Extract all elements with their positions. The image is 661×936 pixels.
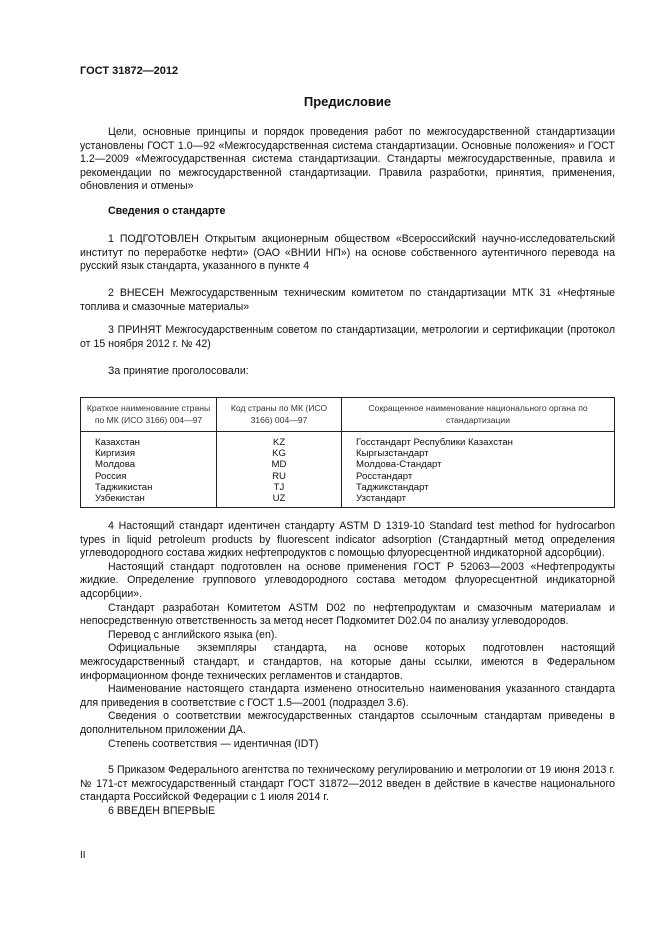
country-cell: Молдова bbox=[81, 459, 217, 470]
organ-cell: Узстандарт bbox=[342, 493, 615, 508]
code-cell: MD bbox=[217, 459, 342, 470]
paragraph: Сведения о соответствии межгосударственных стандартов ссылочным стандартам приведены в дополнительном приложении ДА. bbox=[80, 710, 615, 736]
country-cell: Таджикистан bbox=[81, 482, 217, 493]
organ-cell: Кыргызстандарт bbox=[342, 448, 615, 459]
organ-cell: Росстандарт bbox=[342, 471, 615, 482]
paragraph: 6 ВВЕДЕН ВПЕРВЫЕ bbox=[108, 805, 216, 817]
paragraph: Стандарт разработан Комитетом ASTM D02 по нефтепродуктам и смазочным материалам и непосредственную ответственность за метод несет Подкомитет D02.04 по анализу углеводородов. bbox=[80, 601, 615, 628]
paragraph: Перевод с английского языка (en). bbox=[108, 628, 278, 641]
table-row bbox=[81, 459, 615, 470]
paragraph: Официальные экземпляры стандарта, на основе которых подготовлен настоящий межгосударственный стандарт, и стандартов, на которые даны ссылки, имеются в Федеральном информационном фонде технических регламентов и стандартов. bbox=[80, 642, 615, 682]
document-header: ГОСТ 31872—2012 bbox=[80, 65, 179, 77]
code-cell: TJ bbox=[217, 482, 342, 493]
page-title: Предисловие bbox=[303, 94, 392, 109]
table-row bbox=[81, 493, 615, 508]
country-cell: Россия bbox=[81, 471, 217, 482]
paragraph: 5 Приказом Федерального агентства по техническому регулированию и метрологии от 19 июня 2013 г. № 171-ст межгосударственный стандарт ГОСТ 31872—2012 введен в действие в качестве национального стандарта Российской Федерации с 1 июля 2014 г. bbox=[80, 764, 615, 804]
column-header: Сокращенное наименование национального органа по стандартизации bbox=[342, 398, 615, 432]
page-number: II bbox=[80, 850, 86, 861]
paragraph: Настоящий стандарт подготовлен на основе применения ГОСТ Р 52063—2003 «Нефтепродукты жидкие. Определение группового углеводородного состава методом флуоресцентной индикаторной адсорбции». bbox=[80, 560, 615, 600]
paragraph: За принятие проголосовали: bbox=[108, 365, 249, 377]
voting-table-wrapper bbox=[80, 397, 615, 508]
table-row bbox=[81, 432, 615, 449]
paragraph: 2 ВНЕСЕН Межгосударственным техническим комитетом по стандартизации МТК 31 «Нефтяные топлива и смазочные материалы» bbox=[80, 287, 615, 313]
column-header: Краткое наименование страны по МК (ИСО 3166) 004—97 bbox=[81, 398, 217, 432]
voting-table bbox=[80, 397, 615, 508]
paragraph: 3 ПРИНЯТ Межгосударственным советом по стандартизации, метрологии и сертификации (протокол от 15 ноября 2012 г. № 42) bbox=[80, 324, 615, 350]
table-row bbox=[81, 471, 615, 482]
paragraph: 1 ПОДГОТОВЛЕН Открытым акционерным обществом «Всероссийский научно-исследовательский институт по переработке нефти» (ОАО «ВНИИ НП») на основе собственного аутентичного перевода на русский язык стандарта, указанного в пункте 4 bbox=[80, 233, 615, 273]
table-row bbox=[81, 482, 615, 493]
code-cell: KG bbox=[217, 448, 342, 459]
intro-paragraph bbox=[80, 126, 615, 194]
section-heading: Сведения о стандарте bbox=[108, 205, 226, 217]
column-header: Код страны по МК (ИСО 3166) 004—97 bbox=[217, 398, 342, 432]
country-cell: Узбекистан bbox=[81, 493, 217, 508]
organ-cell: Молдова-Стандарт bbox=[342, 459, 615, 470]
table-row bbox=[81, 448, 615, 459]
code-cell: KZ bbox=[217, 432, 342, 449]
paragraph: 4 Настоящий стандарт идентичен стандарту ASTM D 1319-10 Standard test method for hydrocarbon types in liquid petroleum products by fluorescent indicator adsorption (Стандартный метод определения углеводородного состава жидких нефтепродуктов с помощью флуоресцентной индикаторной адсорбции). bbox=[80, 520, 615, 560]
paragraph: Цели, основные принципы и порядок проведения работ по межгосударственной стандартизации установлены ГОСТ 1.0—92 «Межгосударственная система стандартизации. Основные положения» и ГОСТ 1.2—2009 «Межгосударственная система стандартизации. Стандарты межгосударственные, правила и рекомендации по межгосударственной стандартизации. Правила разработки, принятия, применения, обновления и отмены» bbox=[80, 126, 615, 193]
organ-cell: Таджикстандарт bbox=[342, 482, 615, 493]
code-cell: UZ bbox=[217, 493, 342, 508]
organ-cell: Госстандарт Республики Казахстан bbox=[342, 432, 615, 449]
country-cell: Киргизия bbox=[81, 448, 217, 459]
code-cell: RU bbox=[217, 471, 342, 482]
country-cell: Казахстан bbox=[81, 432, 217, 449]
paragraph: Степень соответствия — идентичная (IDT) bbox=[108, 737, 319, 750]
paragraph: Наименование настоящего стандарта изменено относительно наименования указанного стандарта для приведения в соответствие с ГОСТ 1.5—2001 (подраздел 3.6). bbox=[80, 683, 615, 709]
